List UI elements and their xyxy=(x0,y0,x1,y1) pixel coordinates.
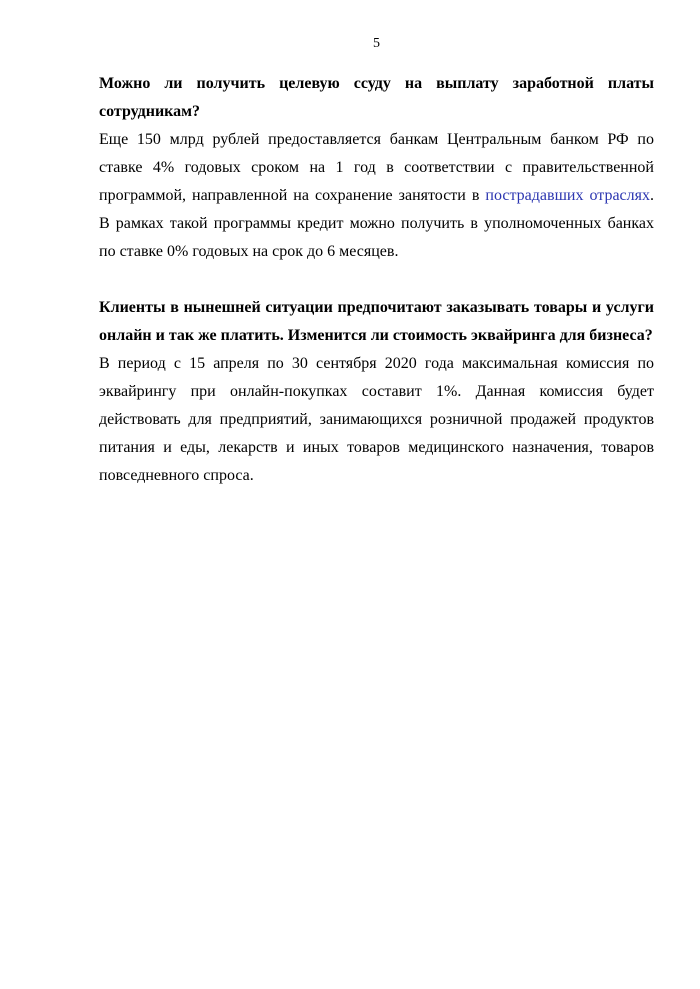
affected-industries-link[interactable]: пострадавших отраслях xyxy=(485,187,650,204)
section1-paragraph-after-link: . В рамках такой программы кредит можно получить в уполномоченных банках по ставке 0% годовых на срок до 6 месяцев. xyxy=(99,187,654,260)
section1-paragraph-before-link: Еще 150 млрд рублей предоставляется банкам Центральным банком РФ по ставке 4% годовых сроком на 1 год в соответствии с правительственной программой, направленной на сохранение занятости в xyxy=(99,131,654,204)
section2-paragraph: В период с 15 апреля по 30 сентября 2020 года максимальная комиссия по эквайрингу при онлайн-покупках составит 1%. Данная комиссия будет действовать для предприятий, занимающихся розничной продажей продуктов питания и еды, лекарств и иных товаров медицинского назначения, товаров повседневного спроса. xyxy=(99,355,654,484)
section1-paragraph xyxy=(99,126,654,266)
section2-heading: Клиенты в нынешней ситуации предпочитают заказывать товары и услуги онлайн и так же платить. Изменится ли стоимость эквайринга для бизнеса? xyxy=(99,299,654,344)
section1-heading: Можно ли получить целевую ссуду на выплату заработной платы сотрудникам? xyxy=(99,75,654,120)
page-number: 5 xyxy=(373,36,380,51)
